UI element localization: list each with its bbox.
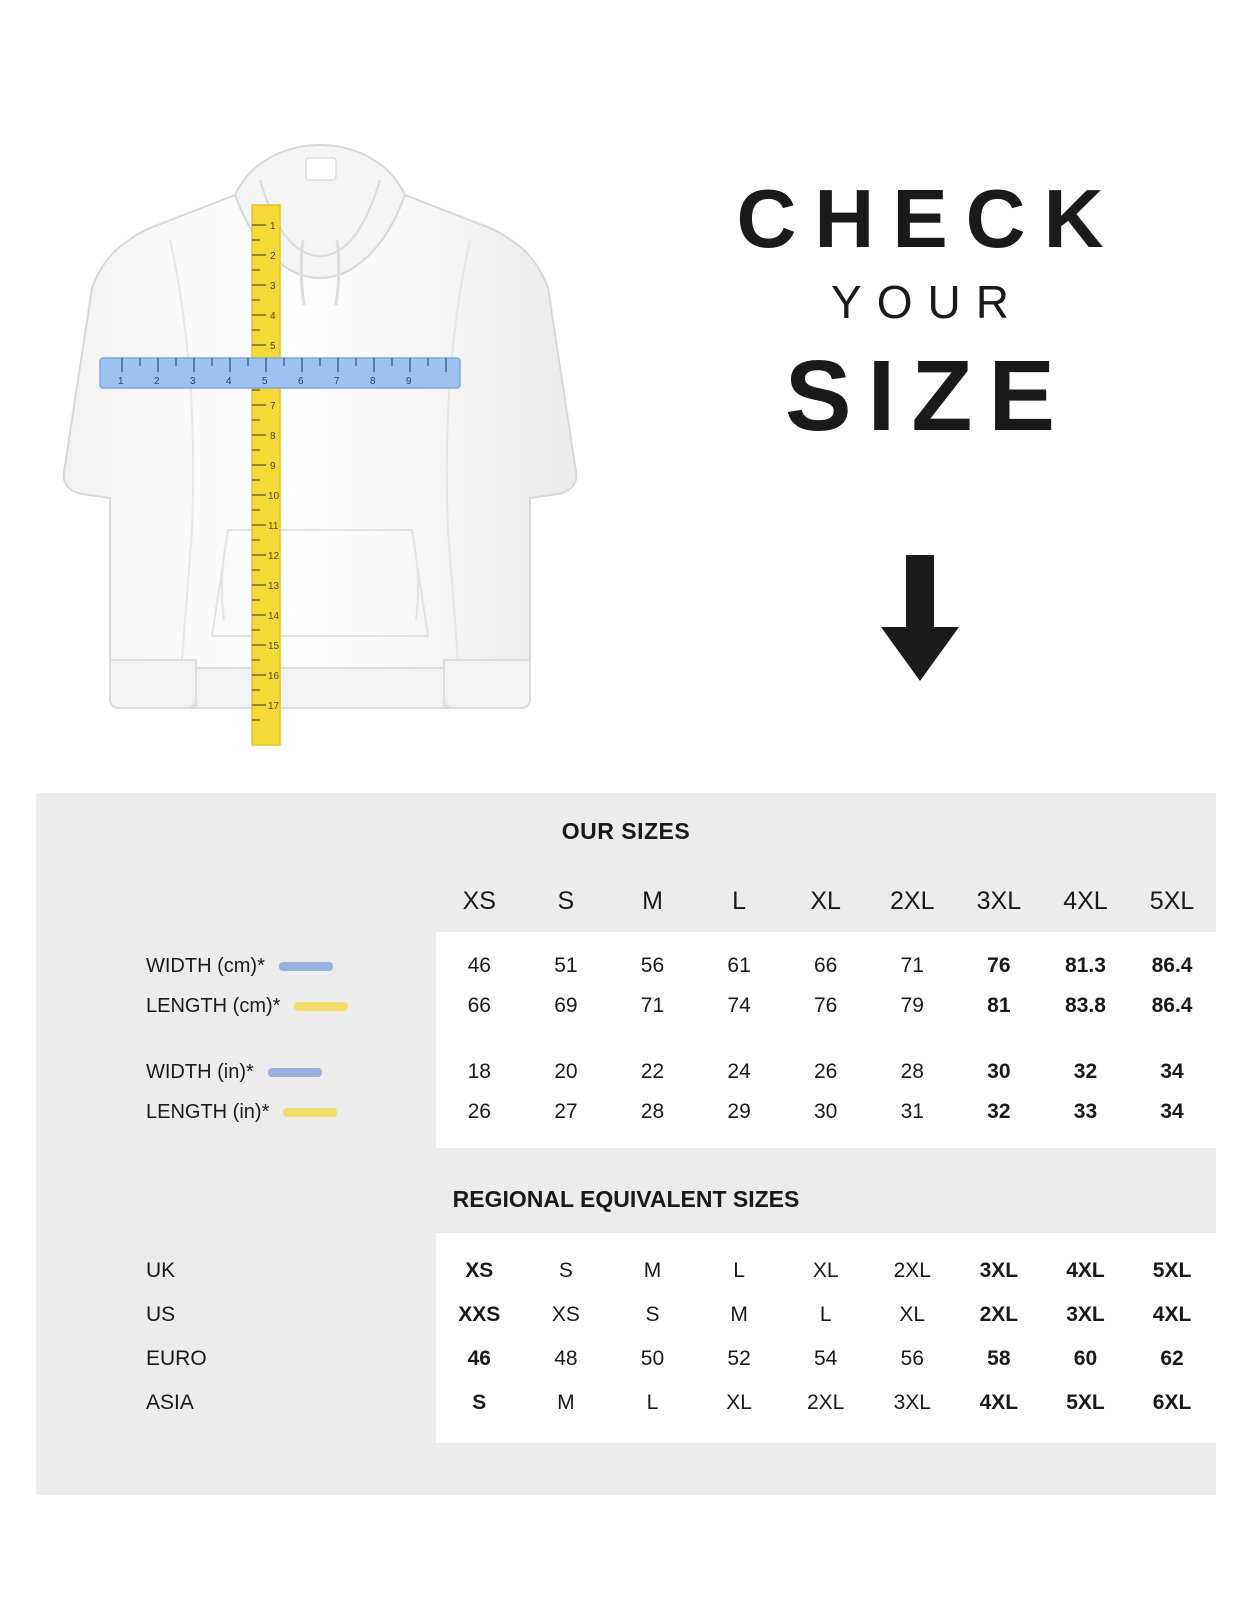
cell-width-cm-3xl: 76 (956, 954, 1043, 978)
spacer-label (36, 1233, 436, 1249)
cell-width-cm-m: 56 (609, 954, 696, 978)
cell-length-in-xs: 26 (436, 1100, 523, 1124)
spacer-label (36, 1425, 436, 1443)
col-header-xs: XS (462, 887, 496, 915)
svg-text:17: 17 (268, 701, 280, 712)
row-label-text: WIDTH (cm)* (146, 954, 265, 977)
row-label-asia: ASIA (36, 1381, 436, 1425)
cell-euro-1: 46 (436, 1347, 523, 1371)
cell-us-4: M (696, 1303, 783, 1327)
row-label-width-cm (36, 946, 436, 986)
table-row (36, 1381, 1216, 1425)
cell-length-cm-s: 69 (523, 994, 610, 1018)
row-label-width-in (36, 1052, 436, 1092)
svg-text:10: 10 (268, 491, 280, 502)
cell-us-9: 4XL (1129, 1303, 1216, 1327)
cell-length-cm-2xl: 79 (869, 994, 956, 1018)
cell-length-in-2xl: 31 (869, 1100, 956, 1124)
cell-uk-5: XL (782, 1259, 869, 1283)
length-cm-swatch-icon (294, 1002, 348, 1011)
cell-asia-6: 3XL (869, 1391, 956, 1415)
svg-text:2: 2 (154, 376, 160, 387)
cell-length-in-5xl: 34 (1129, 1100, 1216, 1124)
spacer-label (36, 932, 436, 946)
table-row (36, 1092, 1216, 1132)
table-row (36, 1293, 1216, 1337)
svg-text:6: 6 (298, 376, 304, 387)
spacer-cell (436, 1425, 1215, 1443)
cell-length-cm-m: 71 (609, 994, 696, 1018)
spacer (36, 932, 1216, 946)
col-header-m: M (642, 887, 663, 915)
cell-width-in-3xl: 30 (956, 1060, 1043, 1084)
cell-asia-3: L (609, 1391, 696, 1415)
cell-width-in-4xl: 32 (1042, 1060, 1129, 1084)
length-in-swatch-icon (283, 1108, 337, 1117)
spacer (36, 1132, 1216, 1148)
cell-width-in-xl: 26 (782, 1060, 869, 1084)
cell-asia-4: XL (696, 1391, 783, 1415)
width-in-swatch-icon (268, 1068, 322, 1077)
cell-euro-4: 52 (696, 1347, 783, 1371)
table-bottom-padding (36, 1443, 1216, 1495)
col-header-s: S (557, 887, 575, 915)
spacer-label (36, 1132, 436, 1148)
table-row (36, 1052, 1216, 1092)
row-label-uk: UK (36, 1249, 436, 1293)
cell-width-in-l: 24 (696, 1060, 783, 1084)
headline-line-1: CHECK (736, 172, 1122, 265)
cell-uk-4: L (696, 1259, 783, 1283)
cell-uk-3: M (609, 1259, 696, 1283)
cell-euro-8: 60 (1042, 1347, 1129, 1371)
hoodie-illustration (60, 100, 580, 760)
spacer-cell (436, 1233, 1215, 1249)
table-row (36, 1337, 1216, 1381)
col-header-3xl: 3XL (976, 887, 1022, 915)
cell-length-cm-xs: 66 (436, 994, 523, 1018)
cell-asia-8: 5XL (1042, 1391, 1129, 1415)
row-label-us: US (36, 1293, 436, 1337)
cell-length-in-4xl: 33 (1042, 1100, 1129, 1124)
cell-width-cm-xl: 66 (782, 954, 869, 978)
cell-width-in-s: 20 (523, 1060, 610, 1084)
svg-text:1: 1 (118, 376, 124, 387)
spacer-cell (436, 1026, 1215, 1052)
measurements-block (36, 932, 1216, 1148)
spacer (36, 1425, 1216, 1443)
header-label-spacer (36, 869, 436, 932)
cell-asia-9: 6XL (1129, 1391, 1216, 1415)
cell-length-cm-3xl: 81 (956, 994, 1043, 1018)
hero-headline (620, 172, 1220, 453)
horizontal-ruler-icon (100, 358, 460, 388)
cell-euro-6: 56 (869, 1347, 956, 1371)
cell-length-in-s: 27 (523, 1100, 610, 1124)
row-label-text: WIDTH (in)* (146, 1060, 254, 1083)
cell-width-in-5xl: 34 (1129, 1060, 1216, 1084)
cell-uk-1: XS (436, 1259, 523, 1283)
arrow-down-icon (879, 555, 961, 681)
cell-length-in-3xl: 32 (956, 1100, 1043, 1124)
row-label-euro: EURO (36, 1337, 436, 1381)
svg-text:7: 7 (270, 401, 276, 412)
cell-width-cm-s: 51 (523, 954, 610, 978)
regional-block (36, 1233, 1216, 1443)
col-header-l: L (732, 887, 747, 915)
cell-width-in-2xl: 28 (869, 1060, 956, 1084)
cell-euro-9: 62 (1129, 1347, 1216, 1371)
cell-width-cm-4xl: 81.3 (1042, 954, 1129, 978)
cell-uk-2: S (523, 1259, 610, 1283)
headline-line-2: YOUR (831, 275, 1024, 328)
svg-text:5: 5 (262, 376, 268, 387)
cell-uk-6: 2XL (869, 1259, 956, 1283)
svg-text:3: 3 (190, 376, 196, 387)
svg-text:8: 8 (270, 431, 276, 442)
headline-line-3: SIZE (784, 340, 1072, 453)
cell-us-8: 3XL (1042, 1303, 1129, 1327)
cell-width-in-xs: 18 (436, 1060, 523, 1084)
cell-euro-3: 50 (609, 1347, 696, 1371)
svg-text:9: 9 (406, 376, 412, 387)
cell-asia-2: M (523, 1391, 610, 1415)
cell-width-cm-5xl: 86.4 (1129, 954, 1216, 978)
row-label-text: LENGTH (cm)* (146, 994, 281, 1017)
row-label-length-in (36, 1092, 436, 1132)
cell-euro-5: 54 (782, 1347, 869, 1371)
spacer-cell (436, 1132, 1215, 1148)
cell-length-in-l: 29 (696, 1100, 783, 1124)
svg-text:15: 15 (268, 641, 280, 652)
svg-text:11: 11 (268, 521, 279, 532)
spacer-cell (436, 932, 1215, 946)
cell-length-in-m: 28 (609, 1100, 696, 1124)
size-chart-table (36, 793, 1216, 1495)
svg-text:12: 12 (268, 551, 280, 562)
svg-text:8: 8 (370, 376, 376, 387)
cell-uk-9: 5XL (1129, 1259, 1216, 1283)
col-header-2xl: 2XL (890, 887, 935, 915)
table-row (36, 946, 1216, 986)
spacer (36, 1233, 1216, 1249)
cell-asia-5: 2XL (782, 1391, 869, 1415)
svg-text:7: 7 (334, 376, 340, 387)
product-image (60, 100, 580, 760)
table-row (36, 1249, 1216, 1293)
svg-text:9: 9 (270, 461, 276, 472)
spacer-label (36, 1026, 436, 1052)
cell-width-cm-2xl: 71 (869, 954, 956, 978)
svg-text:14: 14 (268, 611, 280, 622)
cell-euro-2: 48 (523, 1347, 610, 1371)
cell-length-cm-xl: 76 (782, 994, 869, 1018)
arrow-down-container (620, 555, 1220, 681)
cell-length-in-xl: 30 (782, 1100, 869, 1124)
our-sizes-title: OUR SIZES (36, 793, 1216, 869)
cell-us-5: L (782, 1303, 869, 1327)
col-header-4xl: 4XL (1063, 887, 1108, 915)
cell-us-7: 2XL (956, 1303, 1043, 1327)
cell-euro-7: 58 (956, 1347, 1043, 1371)
cell-width-cm-l: 61 (696, 954, 783, 978)
svg-text:4: 4 (226, 376, 232, 387)
regional-sizes-title: REGIONAL EQUIVALENT SIZES (36, 1166, 1216, 1233)
cell-uk-8: 4XL (1042, 1259, 1129, 1283)
col-header-5xl: 5XL (1149, 887, 1195, 915)
cell-uk-7: 3XL (956, 1259, 1043, 1283)
svg-text:13: 13 (268, 581, 280, 592)
svg-text:5: 5 (270, 341, 276, 352)
cell-width-cm-xs: 46 (436, 954, 523, 978)
col-header-xl: XL (810, 887, 841, 915)
table-row (36, 986, 1216, 1026)
cell-length-cm-5xl: 86.4 (1129, 994, 1216, 1018)
size-header-row (36, 869, 1216, 932)
svg-text:1: 1 (270, 221, 276, 232)
cell-asia-7: 4XL (956, 1391, 1043, 1415)
cell-us-6: XL (869, 1303, 956, 1327)
cell-width-in-m: 22 (609, 1060, 696, 1084)
cell-us-1: XXS (436, 1303, 523, 1327)
svg-text:4: 4 (270, 311, 276, 322)
svg-text:3: 3 (270, 281, 276, 292)
width-cm-swatch-icon (279, 962, 333, 971)
section-divider (36, 1148, 1216, 1166)
hero-section (0, 0, 1251, 790)
cell-length-cm-l: 74 (696, 994, 783, 1018)
spacer (36, 1026, 1216, 1052)
row-label-text: LENGTH (in)* (146, 1100, 270, 1123)
svg-text:2: 2 (270, 251, 276, 262)
vertical-tape-icon (252, 205, 280, 745)
cell-us-2: XS (523, 1303, 610, 1327)
svg-text:16: 16 (268, 671, 280, 682)
cell-us-3: S (609, 1303, 696, 1327)
cell-asia-1: S (436, 1391, 523, 1415)
row-label-length-cm (36, 986, 436, 1026)
cell-length-cm-4xl: 83.8 (1042, 994, 1129, 1018)
